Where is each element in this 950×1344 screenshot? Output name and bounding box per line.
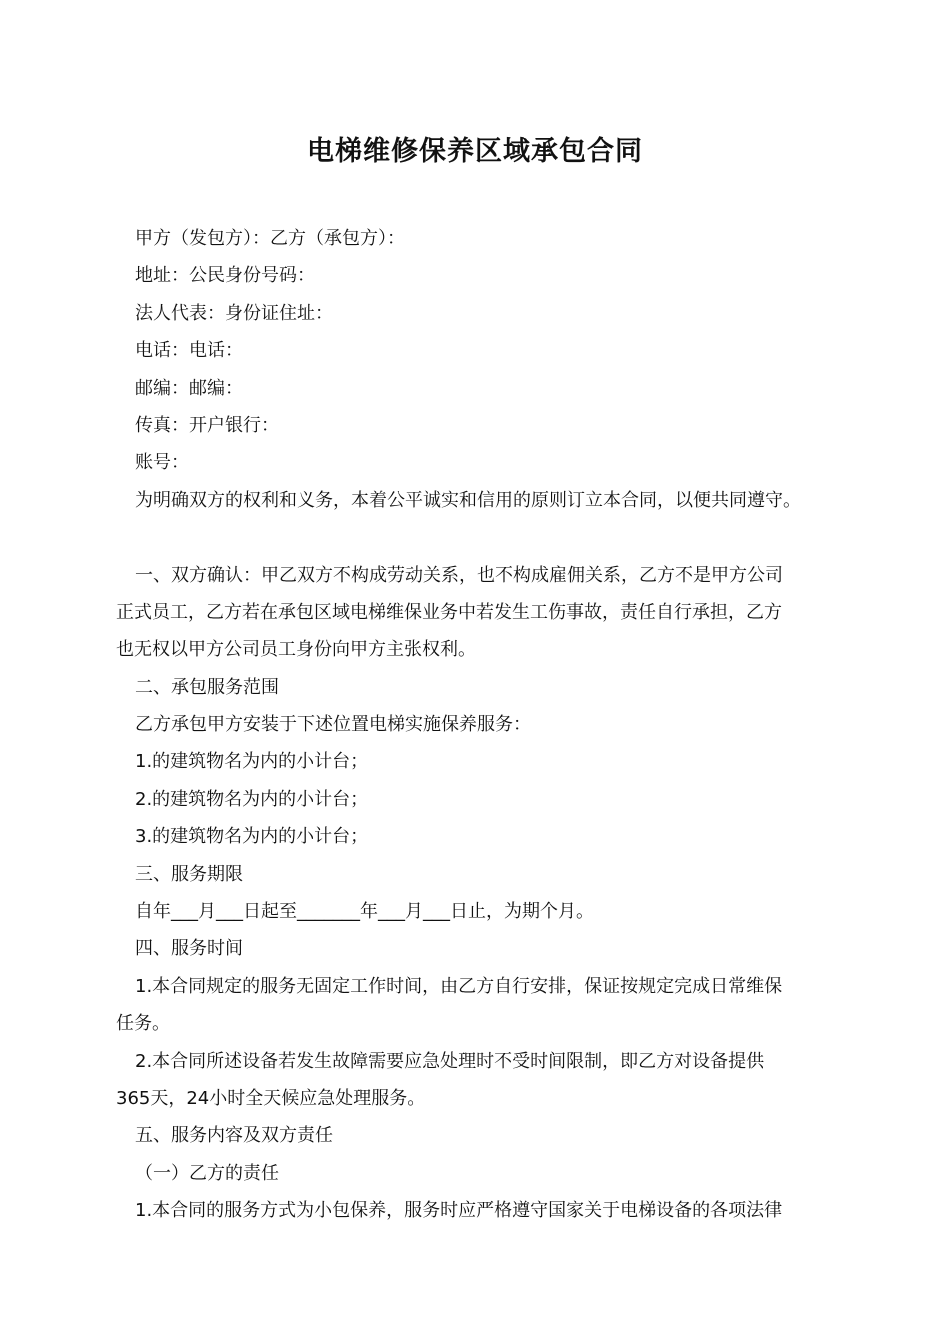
paragraph-line: 1.本合同的服务方式为小包保养，服务时应严格遵守国家关于电梯设备的各项法律 [135, 1200, 783, 1222]
paragraph-line: 乙方承包甲方安装于下述位置电梯实施保养服务： [135, 714, 531, 736]
paragraph-line: 任务。 [116, 1013, 170, 1035]
paragraph-line: 也无权以甲方公司员工身份向甲方主张权利。 [116, 639, 476, 661]
paragraph-line: 法人代表：身份证住址： [135, 302, 333, 324]
paragraph-line: 2.本合同所述设备若发生故障需要应急处理时不受时间限制，即乙方对设备提供 [135, 1050, 765, 1072]
paragraph-line: 邮编：邮编： [135, 377, 243, 399]
paragraph-line: 3.的建筑物名为内的小计台； [135, 826, 369, 848]
paragraph-line: 地址：公民身份号码： [135, 265, 315, 287]
paragraph-line: 电话：电话： [135, 340, 243, 362]
paragraph-line: 四、服务时间 [135, 938, 243, 960]
paragraph-line: 365天，24小时全天候应急处理服务。 [116, 1087, 426, 1109]
paragraph-line: 甲方（发包方）：乙方（承包方）： [135, 228, 405, 249]
paragraph-line: 传真：开户银行： [135, 414, 279, 436]
blank-line [116, 519, 838, 556]
document-title: 电梯维修保养区域承包合同 [307, 136, 643, 167]
paragraph-line: 自年___月___日起至_______年___月___日止，为期个月。 [135, 901, 594, 923]
paragraph-line: 账号： [135, 452, 189, 474]
paragraph-line: 正式员工，乙方若在承包区域电梯维保业务中若发生工伤事故，责任自行承担，乙方 [116, 601, 782, 623]
paragraph-line: （一）乙方的责任 [135, 1162, 279, 1184]
paragraph-line: 2.的建筑物名为内的小计台； [135, 788, 369, 810]
paragraph-line: 1.的建筑物名为内的小计台； [135, 751, 369, 773]
document-body [116, 220, 838, 1230]
paragraph-line: 二、承包服务范围 [135, 676, 279, 698]
paragraph-line: 为明确双方的权利和义务，本着公平诚实和信用的原则订立本合同，以便共同遵守。 [135, 489, 801, 511]
paragraph-line: 三、服务期限 [135, 863, 243, 885]
paragraph-line: 1.本合同规定的服务无固定工作时间，由乙方自行安排，保证按规定完成日常维保 [135, 975, 783, 997]
paragraph-line: 五、服务内容及双方责任 [135, 1125, 333, 1147]
paragraph-line: 一、双方确认：甲乙双方不构成劳动关系，也不构成雇佣关系，乙方不是甲方公司 [135, 564, 783, 586]
